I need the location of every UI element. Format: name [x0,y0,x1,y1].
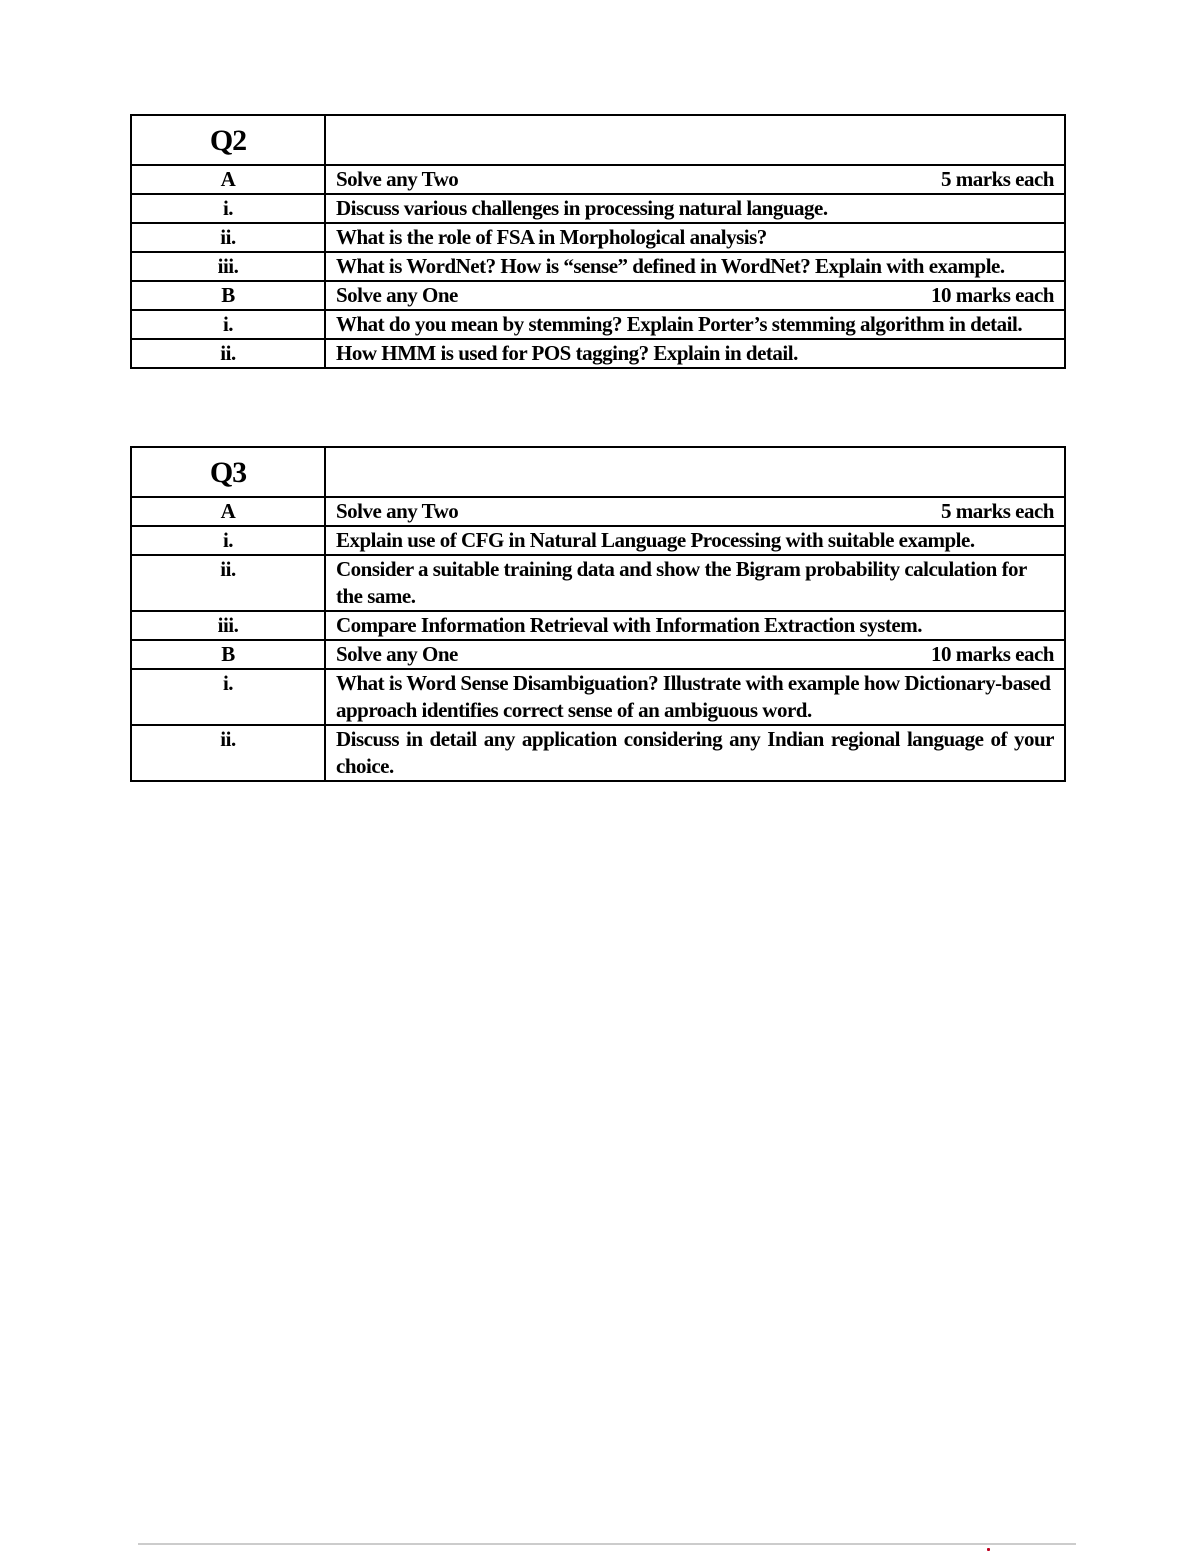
item-number: i. [131,526,325,555]
section-marks: 10 marks each [931,642,1054,666]
question-number: Q3 [131,447,325,497]
question-row [131,526,1065,555]
item-text: Discuss various challenges in processing natural language. [325,194,1065,223]
section-instruction: Solve any One [336,642,458,666]
question-row [131,252,1065,281]
item-number: i. [131,669,325,725]
question-row [131,339,1065,368]
item-number: ii. [131,339,325,368]
question-header-row [131,115,1065,165]
section-header [325,497,1065,526]
section-marks: 5 marks each [941,499,1054,523]
item-text: What is WordNet? How is “sense” defined in WordNet? Explain with example. [325,252,1065,281]
item-text: Compare Information Retrieval with Information Extraction system. [325,611,1065,640]
question-2-table [130,114,1066,369]
section-row [131,497,1065,526]
question-number: Q2 [131,115,325,165]
item-number: ii. [131,555,325,611]
item-text: Discuss in detail any application considering any Indian regional language of your choice. [325,725,1065,781]
question-row [131,555,1065,611]
item-text: What is the role of FSA in Morphological analysis? [325,223,1065,252]
item-number: ii. [131,223,325,252]
section-label: B [131,640,325,669]
section-header [325,281,1065,310]
section-row [131,640,1065,669]
item-number: iii. [131,252,325,281]
question-row [131,611,1065,640]
question-header-blank [325,447,1065,497]
section-row [131,165,1065,194]
question-row [131,223,1065,252]
item-text: Explain use of CFG in Natural Language Processing with suitable example. [325,526,1065,555]
section-marks: 5 marks each [941,167,1054,191]
item-text: What do you mean by stemming? Explain Porter’s stemming algorithm in detail. [325,310,1065,339]
item-number: iii. [131,611,325,640]
section-instruction: Solve any One [336,283,458,307]
question-header-row [131,447,1065,497]
section-instruction: Solve any Two [336,499,459,523]
question-row [131,725,1065,781]
section-label: A [131,497,325,526]
item-number: ii. [131,725,325,781]
section-label: A [131,165,325,194]
item-text: What is Word Sense Disambiguation? Illustrate with example how Dictionary-based approach identifies correct sense of an ambiguous word. [325,669,1065,725]
section-row [131,281,1065,310]
question-3-table [130,446,1066,782]
item-text: Consider a suitable training data and show the Bigram probability calculation for the same. [325,555,1065,611]
footer-divider [138,1543,1076,1545]
item-number: i. [131,194,325,223]
footer-mark [987,1548,990,1551]
question-row [131,310,1065,339]
section-instruction: Solve any Two [336,167,459,191]
item-text: How HMM is used for POS tagging? Explain in detail. [325,339,1065,368]
question-header-blank [325,115,1065,165]
question-row [131,194,1065,223]
section-header [325,640,1065,669]
section-header [325,165,1065,194]
section-label: B [131,281,325,310]
section-marks: 10 marks each [931,283,1054,307]
item-number: i. [131,310,325,339]
question-row [131,669,1065,725]
